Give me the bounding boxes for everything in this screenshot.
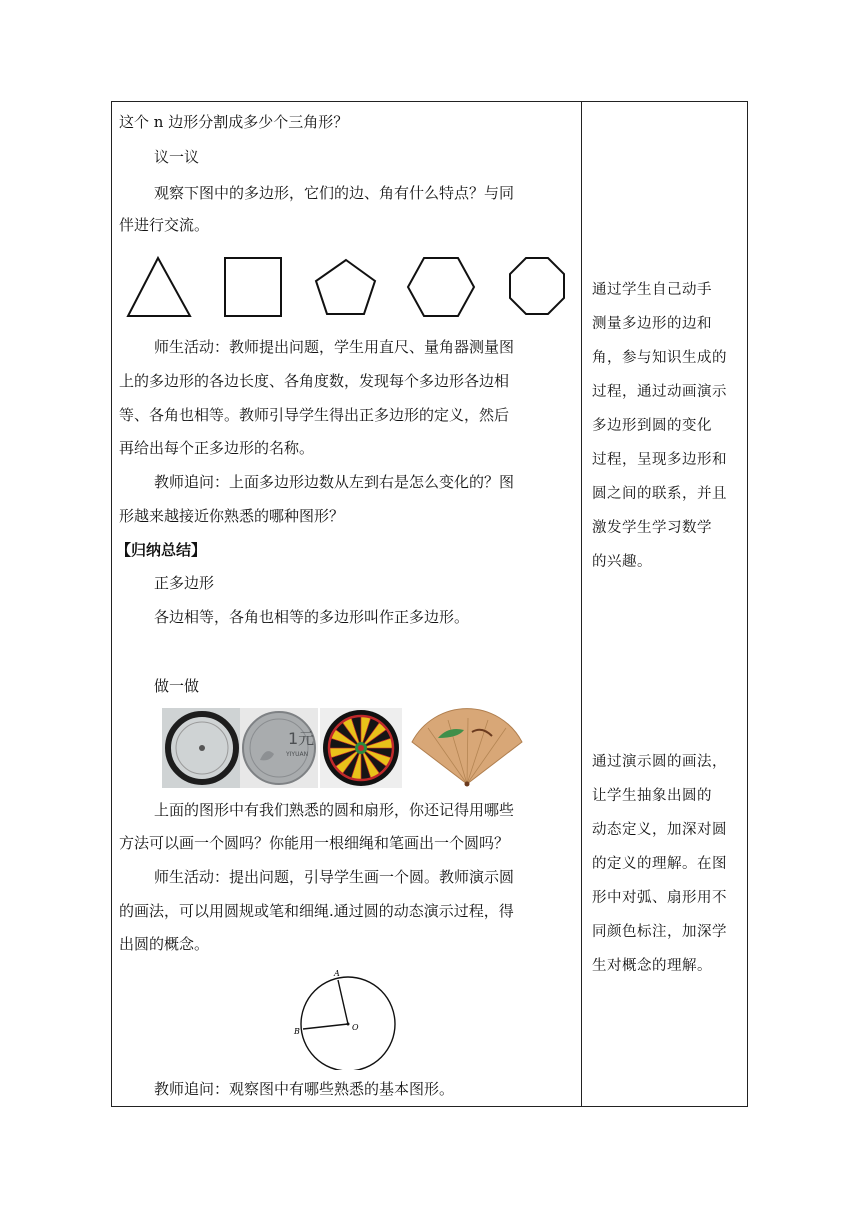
text-line: 上面的图形中有我们熟悉的圆和扇形，你还记得用哪些: [154, 801, 515, 819]
point-a-label: A: [334, 969, 340, 978]
note-line: 形中对弧、扇形用不: [592, 890, 727, 906]
note-line: 过程，通过动画演示: [592, 384, 727, 400]
circle-examples: [162, 708, 542, 788]
note-line: 通过演示圆的画法，: [592, 754, 727, 770]
point-o-label: O: [352, 1023, 359, 1032]
polygons-figure: [122, 254, 572, 320]
pentagon-shape: [316, 260, 375, 314]
coin-value: 1元: [288, 729, 315, 748]
summary-heading: 【归纳总结】: [116, 541, 207, 559]
coin-image: [240, 708, 318, 788]
note-line: 圆之间的联系，并且: [592, 486, 727, 502]
note-line: 测量多边形的边和: [592, 316, 712, 332]
note-line: 角，参与知识生成的: [592, 350, 727, 366]
text-line: 师生活动：教师提出问题，学生用直尺、量角器测量图: [154, 338, 515, 356]
square-shape: [225, 258, 281, 316]
wheel-image: [162, 708, 240, 788]
text-line: 形越来越接近你熟悉的哪种图形？: [119, 507, 345, 525]
note-line: 动态定义，加深对圆: [592, 822, 727, 838]
text-line: 这个 n 边形分割成多少个三角形？: [119, 113, 349, 131]
note-line: 过程，呈现多边形和: [592, 452, 727, 468]
text-line: 教师追问：上面多边形边数从左到右是怎么变化的？图: [154, 473, 515, 491]
text-line: 观察下图中的多边形，它们的边、角有什么特点？与同: [154, 184, 515, 202]
point-b-label: B: [294, 1027, 300, 1036]
note-line: 生对概念的理解。: [592, 958, 712, 974]
text-line: 教师追问：观察图中有哪些熟悉的基本图形。: [154, 1080, 455, 1098]
column-divider: [581, 102, 582, 1106]
text-line: 的画法，可以用圆规或笔和细绳.通过圆的动态演示过程，得: [119, 902, 514, 920]
note-line: 让学生抽象出圆的: [592, 788, 712, 804]
dartboard-image: [320, 708, 402, 788]
text-line: 等、各角也相等。教师引导学生得出正多边形的定义，然后: [119, 406, 510, 424]
left-column: [112, 102, 581, 1106]
coin-subtext: YIYUAN: [286, 751, 309, 758]
section-label: 议一议: [154, 148, 200, 166]
note-line: 多边形到圆的变化: [592, 418, 712, 434]
note-line: 的定义的理解。在图: [592, 856, 727, 872]
definition-title: 正多边形: [154, 574, 215, 592]
note-line: 的兴趣。: [592, 554, 652, 570]
lesson-table: [111, 101, 748, 1107]
text-line: 伴进行交流。: [119, 216, 210, 234]
text-line: 方法可以画一个圆吗？你能用一根细绳和笔画出一个圆吗？: [119, 834, 510, 852]
octagon-shape: [510, 258, 564, 314]
text-line: 出圆的概念。: [119, 935, 210, 953]
note-line: 同颜色标注，加深学: [592, 924, 727, 940]
note-line: 激发学生学习数学: [592, 520, 712, 536]
text-line: 上的多边形的各边长度、各角度数，发现每个多边形各边相: [119, 372, 510, 390]
section-label: 做一做: [154, 677, 200, 695]
text-line: 师生活动：提出问题，引导学生画一个圆。教师演示圆: [154, 868, 515, 886]
triangle-shape: [128, 258, 190, 316]
fan-image: [408, 708, 526, 788]
definition-text: 各边相等，各角也相等的多边形叫作正多边形。: [154, 608, 470, 626]
hexagon-shape: [408, 258, 474, 316]
text-line: 再给出每个正多边形的名称。: [119, 439, 315, 457]
circle-diagram: [292, 950, 412, 1070]
note-line: 通过学生自己动手: [592, 282, 712, 298]
